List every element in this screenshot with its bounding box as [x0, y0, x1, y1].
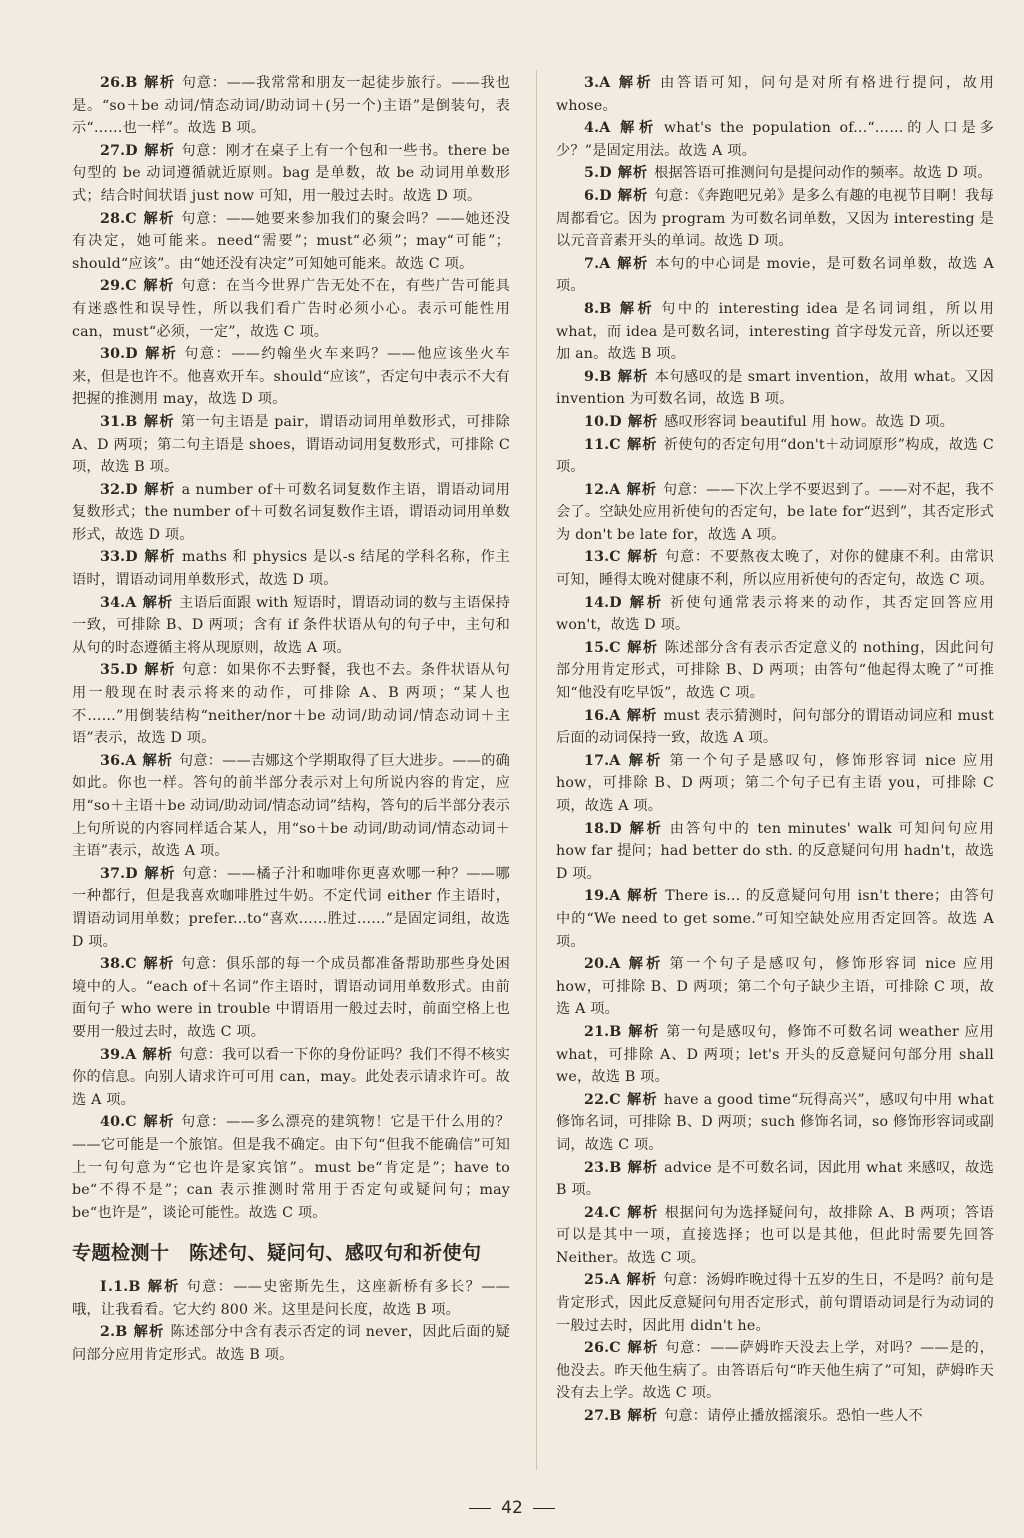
answer-letter: A	[599, 120, 611, 137]
analysis-label: 解析	[617, 187, 649, 204]
analysis-label: 解析	[617, 165, 649, 182]
answer-entry	[556, 117, 994, 162]
answer-letter: D	[599, 165, 612, 182]
analysis-label: 解析	[133, 1324, 165, 1341]
answer-entry	[72, 546, 510, 591]
answer-letter: D	[599, 187, 612, 204]
answer-entry	[72, 140, 510, 208]
analysis-text: 句意：——我常常和朋友一起徒步旅行。——我也是。“so＋be 动词/情态动词/助动词＋(另一个)主语”是倒装句，表示“……也一样”。故选 B 项。	[72, 75, 510, 137]
analysis-label: 解析	[616, 255, 650, 272]
analysis-text: 本句感叹的是 smart invention，故用 what。又因 invention 为可数名词，故选 B 项。	[556, 368, 994, 408]
answer-entry	[556, 434, 994, 479]
answer-letter: A	[609, 707, 621, 724]
answer-letter: A	[125, 752, 137, 769]
answer-letter: C	[609, 1204, 621, 1221]
analysis-text: 句意：汤姆昨晚过得十五岁的生日，不是吗？前句是肯定形式，因此反意疑问句用否定形式，前句谓语动词是行为动词的一般过去时，因此用 didn't he。	[556, 1272, 994, 1334]
question-number: 31.	[100, 413, 126, 430]
question-number: 19.	[584, 888, 610, 905]
analysis-label: 解析	[142, 752, 173, 769]
answer-entry	[72, 750, 510, 863]
question-number: 8.	[584, 300, 600, 317]
answer-entry	[556, 185, 994, 253]
analysis-text: 主语后面跟 with 短语时，谓语动词的数与主语保持一致，可排除 B、D 两项；含有 if 条件状语从句的句子中，主句和从句的时态遵循主将从现原则，故选 A 项。	[72, 594, 510, 656]
analysis-label: 解析	[627, 1408, 658, 1425]
answer-entry	[556, 253, 994, 298]
analysis-label: 解析	[626, 481, 657, 498]
question-number: 38.	[100, 956, 126, 973]
analysis-label: 解析	[627, 1159, 659, 1176]
analysis-text: 第一句是感叹句，修饰不可数名词 weather 应用 what，可排除 A、D 两项；let's 开头的反意疑问句部分用 shall we，故选 B 项。	[556, 1023, 994, 1086]
answer-entry	[72, 1044, 510, 1112]
analysis-text: 句意：——橘子汁和咖啡你更喜欢哪一种？——哪一种都行，但是我喜欢咖啡胜过牛奶。不定代词 either 作主语时，谓语动词用单数；prefer...to“喜欢……胜过……”是固定词组，故选 D 项。	[72, 865, 510, 950]
analysis-text: 陈述部分含有表示否定意义的 nothing，因此问句部分用肯定形式，可排除 B、D 两项；由答句“他起得太晚了”可推知“他没有吃早饭”，故选 C 项。	[556, 639, 994, 702]
question-number: 9.	[584, 368, 600, 385]
question-number: 26.	[584, 1340, 610, 1357]
question-number: 20.	[584, 956, 610, 973]
answer-entry	[556, 953, 994, 1021]
answer-entry	[72, 72, 510, 140]
answer-letter: C	[609, 639, 621, 656]
question-number: 32.	[100, 481, 126, 498]
analysis-label: 解析	[142, 594, 174, 611]
analysis-text: 句意：——她要来参加我们的聚会吗？——她还没有决定，她可能来。need“需要”；must“必须”；may“可能”；should“应该”。由“她还没有决定”可知她可能来。故选 C 项。	[72, 210, 510, 272]
question-number: 10.	[584, 413, 610, 430]
question-number: 26.	[100, 75, 126, 91]
analysis-text: 句意：——萨姆昨天没去上学，对吗？——是的，他没去。昨天他生病了。由答语后句“昨天他生病了”可知，萨姆昨天没有去上学。故选 C 项。	[556, 1340, 994, 1402]
analysis-text: 由答语可知，问句是对所有格进行提问，故用 whose。	[556, 75, 994, 114]
answer-entry	[72, 863, 510, 953]
analysis-text: 句意：请停止播放摇滚乐。恐怕一些人不	[663, 1408, 923, 1425]
answer-entry	[556, 1405, 994, 1428]
analysis-label: 解析	[142, 1114, 176, 1131]
footer-dash-left	[469, 1508, 491, 1509]
analysis-label: 解析	[627, 820, 664, 837]
answer-letter: B	[125, 413, 138, 430]
answer-entry	[556, 1202, 994, 1270]
analysis-label: 解析	[617, 368, 649, 385]
answer-letter: C	[609, 1340, 621, 1357]
question-number: 3.	[584, 75, 600, 91]
analysis-text: must 表示猜测时，问句部分的谓语动词应和 must 后面的动词保持一致，故选 A 项。	[556, 707, 994, 747]
answer-letter: B	[609, 1159, 622, 1176]
analysis-label: 解析	[143, 549, 177, 566]
question-number: 24.	[584, 1204, 610, 1221]
answer-letter: C	[125, 210, 137, 227]
analysis-label: 解析	[143, 346, 179, 363]
question-number: Ⅰ.1.	[100, 1279, 129, 1296]
question-number: 4.	[584, 120, 600, 137]
question-number: 21.	[584, 1023, 610, 1040]
question-number: 7.	[584, 255, 600, 272]
answer-entry	[556, 546, 994, 591]
answer-letter: D	[609, 820, 622, 837]
analysis-label: 解析	[627, 1023, 661, 1040]
answer-letter: A	[125, 594, 137, 611]
question-number: 39.	[100, 1046, 126, 1063]
analysis-text: 第一个句子是感叹句，修饰形容词 nice 应用 how，可排除 B、D 两项；第二个句子已有主语 you，可排除 C 项，故选 A 项。	[556, 752, 994, 814]
analysis-label: 解析	[626, 752, 664, 769]
analysis-text: 第一个句子是感叹句，修饰形容词 nice 应用 how，可排除 B、D 两项；第二个句子缺少主语，可排除 C 项，故选 A 项。	[556, 956, 994, 1018]
right-column	[556, 72, 994, 1428]
answer-letter: C	[125, 278, 137, 295]
analysis-text: 根据答语可推测问句是提问动作的频率。故选 D 项。	[654, 165, 992, 182]
analysis-text: There is... 的反意疑问句用 isn't there；由答句中的“We need to get some.”可知空缺处应用否定回答。故选 A 项。	[556, 888, 994, 950]
question-number: 27.	[100, 142, 126, 159]
answer-letter: D	[125, 549, 138, 566]
answer-letter: A	[609, 752, 621, 769]
answer-entry	[556, 818, 994, 886]
analysis-label: 解析	[616, 75, 655, 91]
question-number: 25.	[584, 1272, 610, 1289]
answer-letter: A	[599, 75, 611, 91]
answer-entry	[72, 411, 510, 479]
answer-entry	[556, 298, 994, 366]
analysis-label: 解析	[626, 1272, 657, 1289]
analysis-label: 解析	[146, 1279, 181, 1296]
analysis-label: 解析	[143, 865, 176, 882]
question-number: 35.	[100, 662, 126, 679]
question-number: 11.	[584, 436, 610, 453]
answer-letter: D	[609, 594, 622, 611]
analysis-text: advice 是不可数名词，因此用 what 来感叹，故选 B 项。	[556, 1159, 994, 1199]
analysis-label: 解析	[143, 75, 176, 91]
analysis-text: 句意：——吉娜这个学期取得了巨大进步。——的确如此。你也一样。答句的前半部分表示对上句所说内容的肯定，应用“so＋主语＋be 动词/助动词/情态动词”结构，答句的后半部分表示上句所说的内容同样适合某人，用“so＋be 动词/助动词/情态动词＋主语”表示，故选 A 项。	[72, 752, 510, 860]
question-number: 6.	[584, 187, 600, 204]
analysis-label: 解析	[626, 436, 658, 453]
analysis-label: 解析	[143, 662, 176, 679]
analysis-text: 句意：《奔跑吧兄弟》是多么有趣的电视节目啊！我每周都看它。因为 program 为可数名词单数，又因为 interesting 是以元音音素开头的单词。故选 D 项。	[556, 187, 994, 250]
question-number: 37.	[100, 865, 126, 882]
answer-entry	[556, 72, 994, 117]
analysis-label: 解析	[626, 707, 658, 724]
question-number: 15.	[584, 639, 610, 656]
analysis-text: 祈使句的否定句用“don't＋动词原形”构成，故选 C 项。	[556, 436, 994, 476]
analysis-text: 句意：在当今世界广告无处不在，有些广告可能具有迷惑性和误导性，所以我们看广告时必须小心。表示可能性用 can，must“必须，一定”，故选 C 项。	[72, 278, 510, 340]
answer-letter: D	[125, 662, 138, 679]
question-number: 5.	[584, 165, 600, 182]
analysis-text: 感叹形容词 beautiful 用 how。故选 D 项。	[664, 413, 955, 430]
answer-letter: B	[125, 75, 138, 91]
analysis-text: 句中的 interesting idea 是名词词组，所以用 what，而 idea 是可数名词，interesting 首字母发元音，所以还要加 an。故选 B 项。	[556, 300, 994, 363]
answer-letter: B	[599, 300, 612, 317]
answer-entry	[556, 592, 994, 637]
answer-entry	[556, 750, 994, 818]
answer-entry	[556, 705, 994, 750]
answer-letter: D	[609, 413, 622, 430]
footer-dash-right	[533, 1508, 555, 1509]
answer-letter: D	[125, 142, 138, 159]
answer-letter: B	[115, 1324, 128, 1341]
answer-letter: D	[125, 481, 138, 498]
question-number: 17.	[584, 752, 610, 769]
answer-letter: C	[609, 436, 621, 453]
question-number: 40.	[100, 1114, 126, 1131]
question-number: 22.	[584, 1091, 610, 1108]
page-footer	[0, 1498, 1024, 1518]
analysis-text: 第一句主语是 pair，谓语动词用单数形式，可排除 A、D 两项；第二句主语是 shoes，谓语动词用复数形式，可排除 C 项，故选 B 项。	[72, 413, 510, 476]
answer-entry	[556, 479, 994, 547]
answer-letter: A	[609, 1272, 621, 1289]
analysis-label: 解析	[617, 300, 656, 317]
answer-entry	[556, 162, 994, 185]
analysis-text: 句意：不要熬夜太晚了，对你的健康不利。由常识可知，睡得太晚对健康不利，所以应用祈使句的否定句，故选 C 项。	[556, 549, 994, 589]
left-column	[72, 72, 510, 1367]
analysis-label: 解析	[142, 210, 176, 227]
answer-entry	[72, 208, 510, 276]
question-number: 29.	[100, 278, 126, 295]
answer-letter: D	[125, 865, 138, 882]
answer-entry	[556, 366, 994, 411]
analysis-label: 解析	[627, 594, 664, 611]
analysis-label: 解析	[143, 481, 176, 498]
answer-entry	[556, 1021, 994, 1089]
answer-entry	[72, 1276, 510, 1321]
answer-letter: B	[609, 1408, 622, 1425]
analysis-text: 本句的中心词是 movie，是可数名词单数，故选 A 项。	[556, 255, 994, 295]
answer-letter: B	[609, 1023, 622, 1040]
analysis-text: 祈使句通常表示将来的动作，其否定回答应用 won't，故选 D 项。	[556, 594, 994, 634]
question-number: 2.	[100, 1324, 116, 1341]
answer-letter: C	[125, 956, 137, 973]
question-number: 14.	[584, 594, 610, 611]
question-number: 12.	[584, 481, 610, 498]
page-number: 42	[501, 1498, 523, 1518]
analysis-text: 由答句中的 ten minutes' walk 可知问句应用 how far 提问；had better do sth. 的反意疑问句用 hadn't，故选 D 项。	[556, 820, 994, 882]
question-number: 28.	[100, 210, 126, 227]
analysis-text: 句意：——约翰坐火车来吗？——他应该坐火车来，但是也许不。他喜欢开车。should“应该”，否定句中表示不大有把握的推测用 may，故选 D 项。	[72, 346, 510, 408]
answer-letter: C	[609, 549, 621, 566]
answer-entry	[72, 275, 510, 343]
answer-entry	[72, 1111, 510, 1224]
column-divider	[536, 70, 537, 1470]
analysis-text: 句意：——下次上学不要迟到了。——对不起，我不会了。空缺处应用祈使句的否定句，be late for“迟到”，其否定形式为 don't be late for，故选 A 项。	[556, 481, 994, 543]
analysis-text: 句意：——多么漂亮的建筑物！它是干什么用的？——它可能是一个旅馆。但是我不确定。由下句“但我不能确信”可知上一句句意为“它也许是家宾馆”。must be“肯定是”；have to be“不得不是”；can 表示推测时常用于否定句或疑问句；may be“也许是”，谈论可能性。故选 C 项。	[72, 1114, 510, 1221]
answer-letter: A	[609, 888, 621, 905]
answer-letter: A	[609, 481, 621, 498]
analysis-label: 解析	[627, 413, 659, 430]
answer-letter: A	[125, 1046, 137, 1063]
analysis-label: 解析	[626, 549, 659, 566]
answer-entry	[72, 479, 510, 547]
answer-letter: C	[125, 1114, 137, 1131]
answer-entry	[556, 1337, 994, 1405]
answer-entry	[556, 411, 994, 434]
analysis-label: 解析	[626, 888, 660, 905]
analysis-label: 解析	[143, 413, 175, 430]
analysis-text: 根据问句为选择疑问句，故排除 A、B 两项；答语可以是其中一项，直接选择；也可以是其他，但此时需要先回答 Neither。故选 C 项。	[556, 1204, 994, 1266]
question-number: 16.	[584, 707, 610, 724]
analysis-label: 解析	[626, 1091, 658, 1108]
analysis-text: 句意：俱乐部的每一个成员都准备帮助那些身处困境中的人。“each of＋名词”作主语时，谓语动词用单数形式。由前面句子 who were in trouble 中谓语用一般过去时，前面空格上也要用一般过去时，故选 C 项。	[72, 956, 510, 1040]
analysis-text: what's the population of...“……的人口是多少？”是固定用法。故选 A 项。	[556, 120, 994, 159]
answer-letter: C	[609, 1091, 621, 1108]
analysis-label: 解析	[626, 1204, 659, 1221]
answer-entry	[556, 637, 994, 705]
analysis-label: 解析	[626, 1340, 660, 1357]
answer-letter: A	[599, 255, 611, 272]
answer-entry	[556, 1269, 994, 1337]
analysis-text: 句意：如果你不去野餐，我也不去。条件状语从句用一般现在时表示将来的动作，可排除 A、B 两项；“某人也不……”用倒装结构“neither/nor＋be 动词/助动词/情态动词＋主语”表示，故选 D 项。	[72, 662, 510, 747]
answer-entry	[556, 885, 994, 953]
answer-entry	[72, 592, 510, 660]
analysis-text: a number of＋可数名词复数作主语，谓语动词用复数形式；the number of＋可数名词复数作主语，谓语动词用单数形式，故选 D 项。	[72, 481, 510, 543]
question-number: 23.	[584, 1159, 610, 1176]
question-number: 36.	[100, 752, 126, 769]
answer-entry	[72, 1321, 510, 1366]
question-number: 18.	[584, 820, 610, 837]
analysis-text: 句意：我可以看一下你的身份证吗？我们不得不核实你的信息。向别人请求许可可用 can，may。此处表示请求许可。故选 A 项。	[72, 1046, 510, 1108]
analysis-label: 解析	[142, 1046, 173, 1063]
analysis-text: 句意：——史密斯先生，这座新桥有多长？——哦，让我看看。它大约 800 米。这里是问长度，故选 B 项。	[72, 1279, 510, 1318]
answer-entry	[72, 343, 510, 411]
analysis-text: maths 和 physics 是以-s 结尾的学科名称，作主语时，谓语动词用单数形式，故选 D 项。	[72, 549, 510, 589]
question-number: 30.	[100, 346, 126, 363]
answer-letter: B	[599, 368, 612, 385]
answer-letter: B	[128, 1279, 141, 1296]
analysis-label: 解析	[143, 142, 176, 159]
question-number: 34.	[100, 594, 126, 611]
answer-entry	[72, 953, 510, 1043]
analysis-label: 解析	[626, 956, 664, 973]
question-number: 33.	[100, 549, 126, 566]
analysis-label: 解析	[616, 120, 658, 137]
analysis-text: 句意：刚才在桌子上有一个包和一些书。there be 句型的 be 动词遵循就近原则。bag 是单数，故 be 动词用单数形式；结合时间状语 just now 可知，用一般过去时。故选 D 项。	[72, 142, 510, 204]
analysis-text: 陈述部分中含有表示否定的词 never，因此后面的疑问部分应用肯定形式。故选 B 项。	[72, 1324, 510, 1364]
section-title: 专题检测十 陈述句、疑问句、感叹句和祈使句	[72, 1242, 482, 1265]
answer-entry	[72, 659, 510, 749]
analysis-label: 解析	[142, 956, 175, 973]
question-number: 27.	[584, 1408, 610, 1425]
analysis-text: have a good time“玩得高兴”，感叹句中用 what 修饰名词，可排除 B、D 两项；such 修饰名词，so 修饰形容词或副词，故选 C 项。	[556, 1091, 994, 1153]
answer-letter: A	[609, 956, 621, 973]
answer-letter: D	[125, 346, 138, 363]
analysis-label: 解析	[142, 278, 175, 295]
question-number: 13.	[584, 549, 610, 566]
answer-entry	[556, 1089, 994, 1157]
analysis-label: 解析	[626, 639, 659, 656]
answer-entry	[556, 1157, 994, 1202]
